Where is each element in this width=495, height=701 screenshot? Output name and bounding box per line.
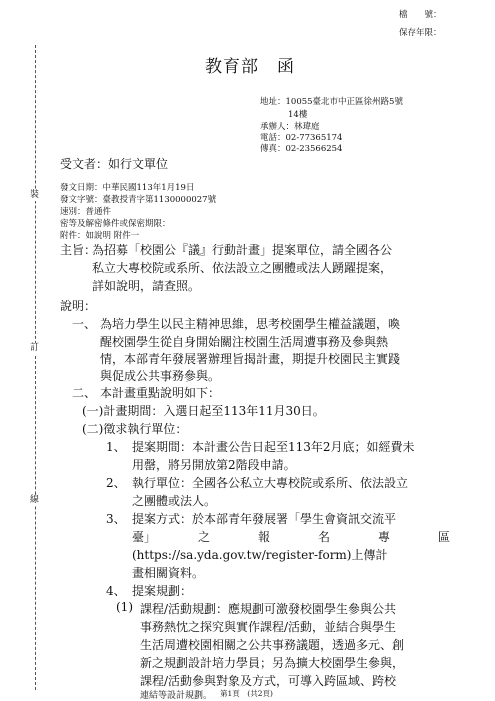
planning-line: 新之規劃設計培力學員；另為擴大校園學生參與， xyxy=(140,656,405,670)
document-number: 發文字號：臺教授青字第1130000027號 xyxy=(60,195,217,205)
point-4-number: 4、 xyxy=(106,584,126,598)
point-2-number: 2、 xyxy=(106,476,126,490)
subject-line: 詳如說明，請查照。 xyxy=(92,279,201,293)
planning-number: (1) xyxy=(116,600,133,614)
item-2-sub-2: (二)徵求執行單位： xyxy=(82,422,188,436)
point-3-line: 臺」 之 報 名 專 區 xyxy=(132,530,451,544)
explanation-label: 說明： xyxy=(60,299,97,313)
item-1-line: 為培力學生以民主精神思維，思考校園學生權益議題，喚 xyxy=(100,317,401,331)
point-3-line: 畫相關資料。 xyxy=(132,566,205,580)
planning-line: 事務熱忱之探究與實作課程/活動，並結合與學生 xyxy=(140,620,397,634)
item-2-text: 本計畫重點說明如下： xyxy=(100,386,221,400)
recipient: 受文者：如行文單位 xyxy=(60,157,169,171)
item-2-sub-1: (一)計畫期間：入選日起至113年11月30日。 xyxy=(82,404,325,418)
item-1-line: 情，本部青年發展署辦理旨揭計畫，期提升校園民主實踐 xyxy=(100,352,401,366)
secrecy-level: 密等及解密條件或保密期限： xyxy=(60,219,171,229)
point-3-line: 提案方式：於本部青年發展署「學生會資訊交流平 xyxy=(132,512,397,526)
issue-date: 發文日期：中華民國113年1月19日 xyxy=(60,183,195,193)
point-1-number: 1、 xyxy=(106,440,126,454)
document-title: 教育部 函 xyxy=(205,57,295,77)
subject-label: 主旨： xyxy=(60,243,97,257)
page-footer: 第1頁 (共2頁) xyxy=(220,689,273,698)
fax: 傳真：02-23566254 xyxy=(260,144,343,154)
point-2-line: 之團體或法人。 xyxy=(132,494,217,508)
subject-line: 私立大專校院或系所、依法設立之團體或法人踴躍提案， xyxy=(92,261,393,275)
binding-char-ding: 訂 xyxy=(30,343,40,353)
subject-line: 為招募「校園公『議』行動計畫」提案單位，請全國各公 xyxy=(92,243,393,257)
planning-line: 生活周遭校園相關之公共事務議題，透過多元、創 xyxy=(140,638,405,652)
point-2-line: 執行單位：全國各公私立大專校院或系所、依法設立 xyxy=(132,476,409,490)
binding-char-zhuang: 裝 xyxy=(30,190,40,200)
item-2-number: 二、 xyxy=(72,386,97,400)
handler: 承辦人：林瑋庭 xyxy=(260,122,320,132)
delivery-speed: 速別：普通件 xyxy=(60,207,112,217)
point-4-line: 提案規劃： xyxy=(132,584,193,598)
planning-line: 課程/活動參與對象及方式，可導入跨區域、跨校 xyxy=(140,674,397,688)
point-3-url-line: (https://sa.yda.gov.tw/register-form)上傳計 xyxy=(132,548,388,562)
point-1-line: 提案期間：本計畫公告日起至113年2月底；如經費未 xyxy=(132,440,415,454)
item-1-line: 醒校園學生從自身開始關注校園生活周遭事務及參與熱 xyxy=(100,335,389,349)
file-number-label: 檔 號： xyxy=(399,10,442,20)
address-line-2: 14樓 xyxy=(288,110,308,120)
address-line-1: 地址：10055臺北市中正區徐州路5號 xyxy=(260,97,403,107)
point-1-line: 用罄，將另開放第2階段申請。 xyxy=(132,458,296,472)
phone: 電話：02-77365174 xyxy=(260,133,343,143)
attachments: 附件：如說明 附件一 xyxy=(60,231,140,241)
point-3-number: 3、 xyxy=(106,512,126,526)
binding-line xyxy=(35,45,36,690)
planning-line: 連結等設計規劃。 xyxy=(140,691,213,701)
binding-char-xian: 線 xyxy=(30,495,40,505)
planning-line: 課程/活動規劃：應規劃可激發校園學生參與公共 xyxy=(140,602,397,616)
item-1-number: 一、 xyxy=(72,317,97,331)
retention-period-label: 保存年限： xyxy=(399,28,442,38)
item-1-line: 與促成公共事務參與。 xyxy=(100,369,221,383)
